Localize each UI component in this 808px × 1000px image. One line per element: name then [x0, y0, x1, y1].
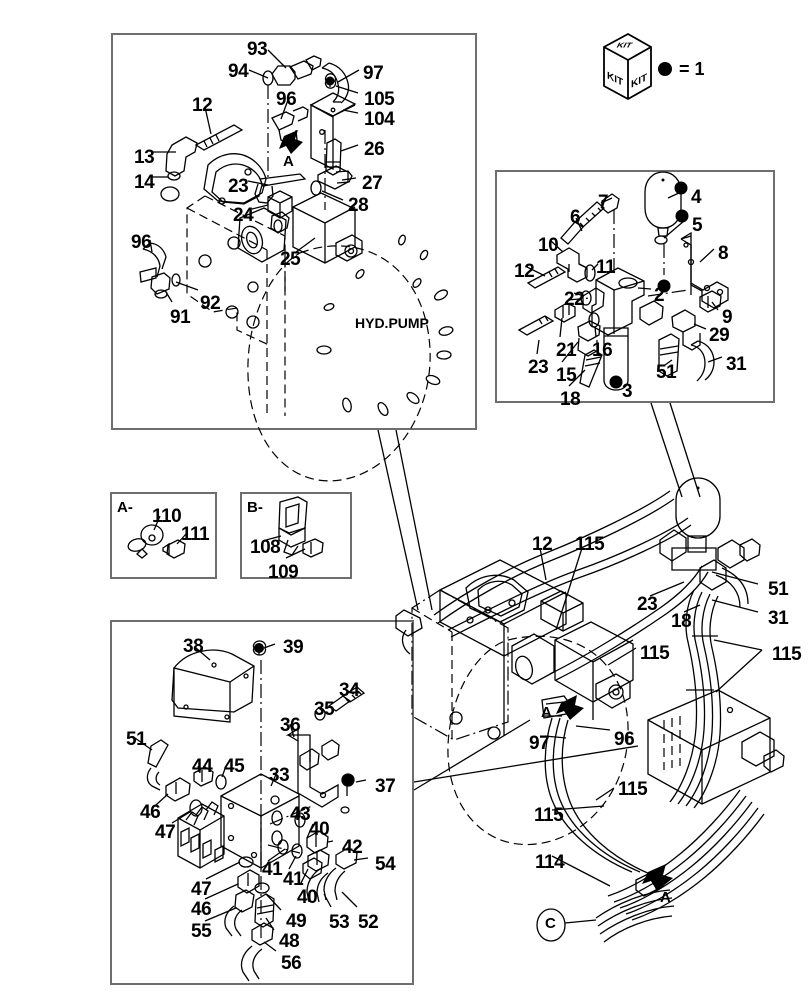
callout-right-11-7: 11 — [596, 257, 616, 278]
callout-bottom_left-56-26: 56 — [281, 953, 302, 974]
callout-bottom_left-55-24: 55 — [191, 921, 212, 942]
callout-bottom_left-41-15: 41 — [262, 859, 283, 880]
callout-top_left-26-8: 26 — [364, 139, 385, 160]
callout-top_left-91-17: 91 — [170, 307, 191, 328]
callout-right-16-12: 16 — [592, 340, 613, 361]
callout-assembly-12-0: 12 — [532, 534, 553, 555]
kit-cube-top-label: KIT — [615, 41, 634, 50]
callout-bottom_left-35-3: 35 — [314, 699, 335, 720]
callout-bottom_left-37-9: 37 — [375, 776, 396, 797]
callout-detail_a-111-1: 111 — [181, 524, 210, 545]
callout-bottom_left-41-16: 41 — [283, 869, 304, 890]
callout-right-23-14: 23 — [528, 357, 549, 378]
callout-right-31-17: 31 — [726, 354, 747, 375]
callout-bottom_left-44-6: 44 — [192, 756, 213, 777]
callout-right-7-0: 7 — [598, 192, 609, 213]
callout-assembly-51-2: 51 — [768, 579, 789, 600]
section-mark-a-bundle: A — [660, 889, 671, 906]
callout-top_left-97-2: 97 — [363, 63, 384, 84]
callout-top_left-28-12: 28 — [348, 195, 369, 216]
callout-bottom_left-33-8: 33 — [269, 765, 290, 786]
callout-bottom_left-39-1: 39 — [283, 637, 304, 658]
callout-detail_b-109-1: 109 — [268, 562, 299, 583]
callout-bottom_left-45-7: 45 — [224, 756, 245, 777]
callout-top_left-105-4: 105 — [364, 89, 395, 110]
callout-bottom_left-47-12: 47 — [155, 822, 176, 843]
kit-equals-label: = 1 — [679, 59, 705, 79]
callout-assembly-115-1: 115 — [575, 534, 605, 555]
kit-cube-left-label: KIT — [607, 70, 624, 89]
callout-top_left-24-13: 24 — [233, 205, 254, 226]
callout-assembly-31-5: 31 — [768, 608, 789, 629]
callout-bottom_left-38-0: 38 — [183, 636, 204, 657]
callout-bottom_left-48-25: 48 — [279, 931, 300, 952]
detail-b-artwork — [279, 497, 323, 557]
callout-assembly-115-10: 115 — [618, 779, 648, 800]
detail-a-artwork — [127, 525, 185, 558]
callout-top_left-25-14: 25 — [280, 249, 301, 270]
detail-b-tag: B- — [247, 499, 263, 516]
section-mark-c: C — [545, 915, 556, 932]
callout-right-6-2: 6 — [570, 207, 581, 228]
callout-right-9-10: 9 — [722, 307, 733, 328]
callout-right-21-11: 21 — [556, 340, 577, 361]
callout-top_left-23-10: 23 — [228, 176, 249, 197]
callout-detail_a-110-0: 110 — [152, 506, 182, 527]
callout-top_left-27-11: 27 — [362, 173, 383, 194]
callout-top_left-12-3: 12 — [192, 95, 213, 116]
callout-bottom_left-42-14: 42 — [342, 837, 363, 858]
detail-a-tag: A- — [117, 499, 133, 516]
callout-bottom_left-34-2: 34 — [339, 680, 360, 701]
callout-bottom_left-36-4: 36 — [280, 715, 301, 736]
callout-bottom_left-43-11: 43 — [290, 804, 311, 825]
kit-cube-right-label: KIT — [631, 72, 648, 91]
callout-assembly-96-8: 96 — [614, 729, 635, 750]
page-title-hyd-pump: HYD.PUMP — [355, 315, 429, 331]
callout-right-4-1: 4 — [691, 187, 702, 208]
callout-bottom_left-52-23: 52 — [358, 912, 379, 933]
callout-top_left-94-1: 94 — [228, 61, 249, 82]
callout-bottom_left-46-10: 46 — [140, 802, 161, 823]
callout-top_left-104-5: 104 — [364, 109, 395, 130]
callout-assembly-115-6: 115 — [640, 643, 670, 664]
callout-assembly-115-7: 115 — [772, 644, 802, 665]
callout-top_left-14-9: 14 — [134, 172, 155, 193]
callout-assembly-23-3: 23 — [637, 594, 658, 615]
callout-right-3-19: 3 — [622, 381, 633, 402]
callout-bottom_left-51-5: 51 — [126, 729, 147, 750]
callout-assembly-114-12: 114 — [535, 852, 565, 873]
callout-right-18-18: 18 — [560, 389, 581, 410]
callout-right-51-16: 51 — [656, 362, 677, 383]
callout-top_left-93-0: 93 — [247, 39, 268, 60]
callout-top_left-92-16: 92 — [200, 293, 221, 314]
section-mark-a-top: A — [283, 153, 294, 170]
callout-bottom_left-54-17: 54 — [375, 854, 396, 875]
section-mark-a-assembly: A — [541, 704, 552, 721]
callout-bottom_left-49-21: 49 — [286, 911, 307, 932]
callout-bottom_left-53-22: 53 — [329, 912, 350, 933]
callout-top_left-13-7: 13 — [134, 147, 155, 168]
callout-right-29-13: 29 — [709, 325, 730, 346]
callout-bottom_left-47-18: 47 — [191, 879, 212, 900]
callout-bottom_left-46-20: 46 — [191, 899, 212, 920]
callout-right-12-6: 12 — [514, 261, 535, 282]
callout-bottom_left-40-19: 40 — [297, 887, 318, 908]
callout-right-5-3: 5 — [692, 215, 703, 236]
callout-detail_b-108-0: 108 — [250, 537, 281, 558]
callout-top_left-96-15: 96 — [131, 232, 152, 253]
callout-right-2-8: 2 — [654, 285, 665, 306]
callout-assembly-115-11: 115 — [534, 805, 564, 826]
callout-assembly-18-4: 18 — [671, 611, 692, 632]
callout-top_left-96-6: 96 — [276, 89, 297, 110]
callout-right-22-9: 22 — [564, 289, 585, 310]
kit-legend-dot — [658, 62, 672, 76]
callout-right-8-5: 8 — [718, 243, 729, 264]
callout-right-10-4: 10 — [538, 235, 559, 256]
callout-assembly-97-9: 97 — [529, 733, 550, 754]
callout-right-15-15: 15 — [556, 365, 577, 386]
callout-bottom_left-40-13: 40 — [309, 819, 330, 840]
